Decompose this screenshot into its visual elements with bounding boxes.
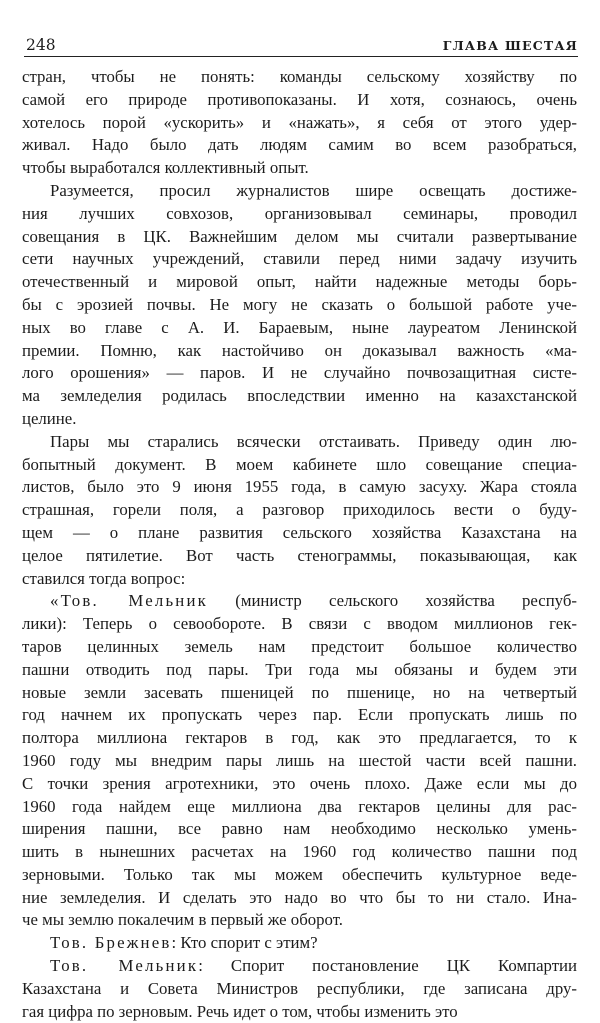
text-line [22, 317, 577, 340]
text-line [22, 796, 577, 819]
line-text: бы с эрозией почвы. Не могу не сказать о большой работе уче- [22, 294, 577, 314]
text-line [22, 476, 577, 499]
line-text: целине. [22, 408, 77, 428]
line-text: новые земли засевать пшеницей по пшенице, но на четвертый [22, 682, 577, 702]
text-line [22, 248, 577, 271]
line-text: 1960 года найдем еще миллиона два гектаров целины для рас- [22, 796, 577, 816]
line-text: : Спорит постановление ЦК Компартии [198, 956, 578, 976]
text-line [22, 431, 577, 454]
line-text: гая цифра по зерновым. Речь идет о том, чтобы изменить это [22, 1001, 458, 1021]
line-text: ставился тогда вопрос: [22, 568, 186, 588]
line-text: чтобы выработался коллективный опыт. [22, 158, 309, 178]
line-text: пашни отводить под пары. Три года мы обязаны и будем эти [22, 659, 577, 679]
line-text: ширения пашни, все равно нам необходимо несколько умень- [22, 819, 577, 839]
line-text: премии. Помню, как настойчиво он доказывал важность «ма- [22, 340, 577, 360]
line-text: Пары мы старались всячески отстаивать. Приведу один лю- [50, 431, 577, 451]
line-text: (министр сельского хозяйства респуб- [208, 591, 577, 611]
line-text: че мы землю покалечим в первый же оборот. [22, 910, 343, 930]
text-line [22, 408, 577, 431]
text-line [22, 750, 577, 773]
text-line [22, 841, 577, 864]
text-line [22, 682, 577, 705]
text-line [22, 499, 577, 522]
text-line [22, 613, 577, 636]
text-line [22, 864, 577, 887]
chapter-title: ГЛАВА ШЕСТАЯ [442, 38, 578, 53]
text-line [22, 773, 577, 796]
line-text: щем — о плане развития сельского хозяйства Казахстана на [22, 522, 577, 542]
text-line [22, 545, 577, 568]
line-text: ние земледелия. И сделать это надо во что бы то ни стало. Ина- [22, 887, 577, 907]
text-line [22, 887, 577, 910]
text-line [22, 1001, 577, 1023]
line-text: хотелось порой «ускорить» и «нажать», я себя от этого удер- [22, 112, 577, 132]
text-line [22, 203, 577, 226]
text-line [22, 340, 577, 363]
line-text: ния лучших совхозов, организовывал семинары, проводил [22, 203, 577, 223]
line-text: Казахстана и Совета Министров республики, где записана дру- [22, 978, 577, 998]
text-line [22, 157, 577, 180]
text-line [22, 89, 577, 112]
text-line [22, 727, 577, 750]
text-line [22, 362, 577, 385]
line-text: : Кто спорит с этим? [171, 933, 318, 953]
line-text: совещания в ЦК. Важнейшим делом мы считали развертывание [22, 226, 577, 246]
line-text: отечественный и мировой опыт, найти надежные методы борь- [22, 272, 577, 292]
text-line [22, 590, 577, 613]
page-header [24, 36, 578, 57]
speaker-name: Тов. Брежнев [50, 933, 172, 953]
text-line [22, 659, 577, 682]
line-text: Разумеется, просил журналистов шире освещать достиже- [50, 180, 577, 200]
text-line [22, 909, 577, 932]
text-line [22, 454, 577, 477]
speaker-name: Тов. Мельник [50, 956, 199, 976]
line-text: лики): Теперь о севообороте. В связи с вводом миллионов гек- [22, 614, 577, 634]
line-text: ных во главе с А. И. Бараевым, ныне лауреатом Ленинской [22, 317, 577, 337]
line-text: стран, чтобы не понять: команды сельскому хозяйству по [22, 67, 577, 86]
line-text: целое пятилетие. Вот часть стенограммы, показывающая, как [22, 545, 577, 565]
text-line [22, 226, 577, 249]
line-text: таров целинных земель нам предстоит большое количество [22, 636, 577, 656]
text-line [22, 704, 577, 727]
text-line [22, 294, 577, 317]
text-line [22, 568, 577, 591]
text-line [22, 522, 577, 545]
text-line [22, 978, 577, 1001]
speaker-name: «Тов. Мельник [50, 591, 209, 611]
text-line [22, 271, 577, 294]
line-text: живал. Надо было дать людям самим во всем разобраться, [22, 135, 577, 155]
line-text: страшная, горели поля, а разговор приходилось вести о буду- [22, 500, 577, 520]
line-text: листов, было это 9 июня 1955 года, в самую засуху. Жара стояла [22, 477, 577, 497]
line-text: самой его природе противопоказаны. И хотя, сознаюсь, очень [22, 89, 577, 109]
line-text: бопытный документ. В моем кабинете шло совещание специа- [22, 454, 577, 474]
line-text: полтора миллиона гектаров в год, как это предлагается, то к [22, 728, 577, 748]
line-text: ма земледелия родилась впоследствии именно на казахстанской [22, 386, 577, 406]
text-line [22, 112, 577, 135]
text-line [22, 134, 577, 157]
text-body [22, 66, 577, 1023]
line-text: зерновыми. Только так мы можем обеспечить культурное веде- [22, 864, 577, 884]
text-line [22, 932, 577, 955]
line-text: шить в нынешних расчетах на 1960 год количество пашни под [22, 842, 577, 862]
text-line [22, 818, 577, 841]
text-line [22, 66, 577, 89]
line-text: лого орошения» — паров. И не случайно почвозащитная систе- [22, 363, 577, 383]
line-text: С точки зрения агротехники, это очень плохо. Даже если мы до [22, 773, 577, 793]
line-text: год начнем их пропускать через пар. Если пропускать лишь по [22, 705, 577, 725]
text-line [22, 955, 577, 978]
line-text: 1960 году мы внедрим пары лишь на шестой части всей пашни. [22, 750, 577, 770]
text-line [22, 385, 577, 408]
text-line [22, 636, 577, 659]
line-text: сети научных учреждений, ставили перед ними задачу изучить [22, 249, 577, 269]
text-line [22, 180, 577, 203]
page-number: 248 [26, 36, 56, 54]
